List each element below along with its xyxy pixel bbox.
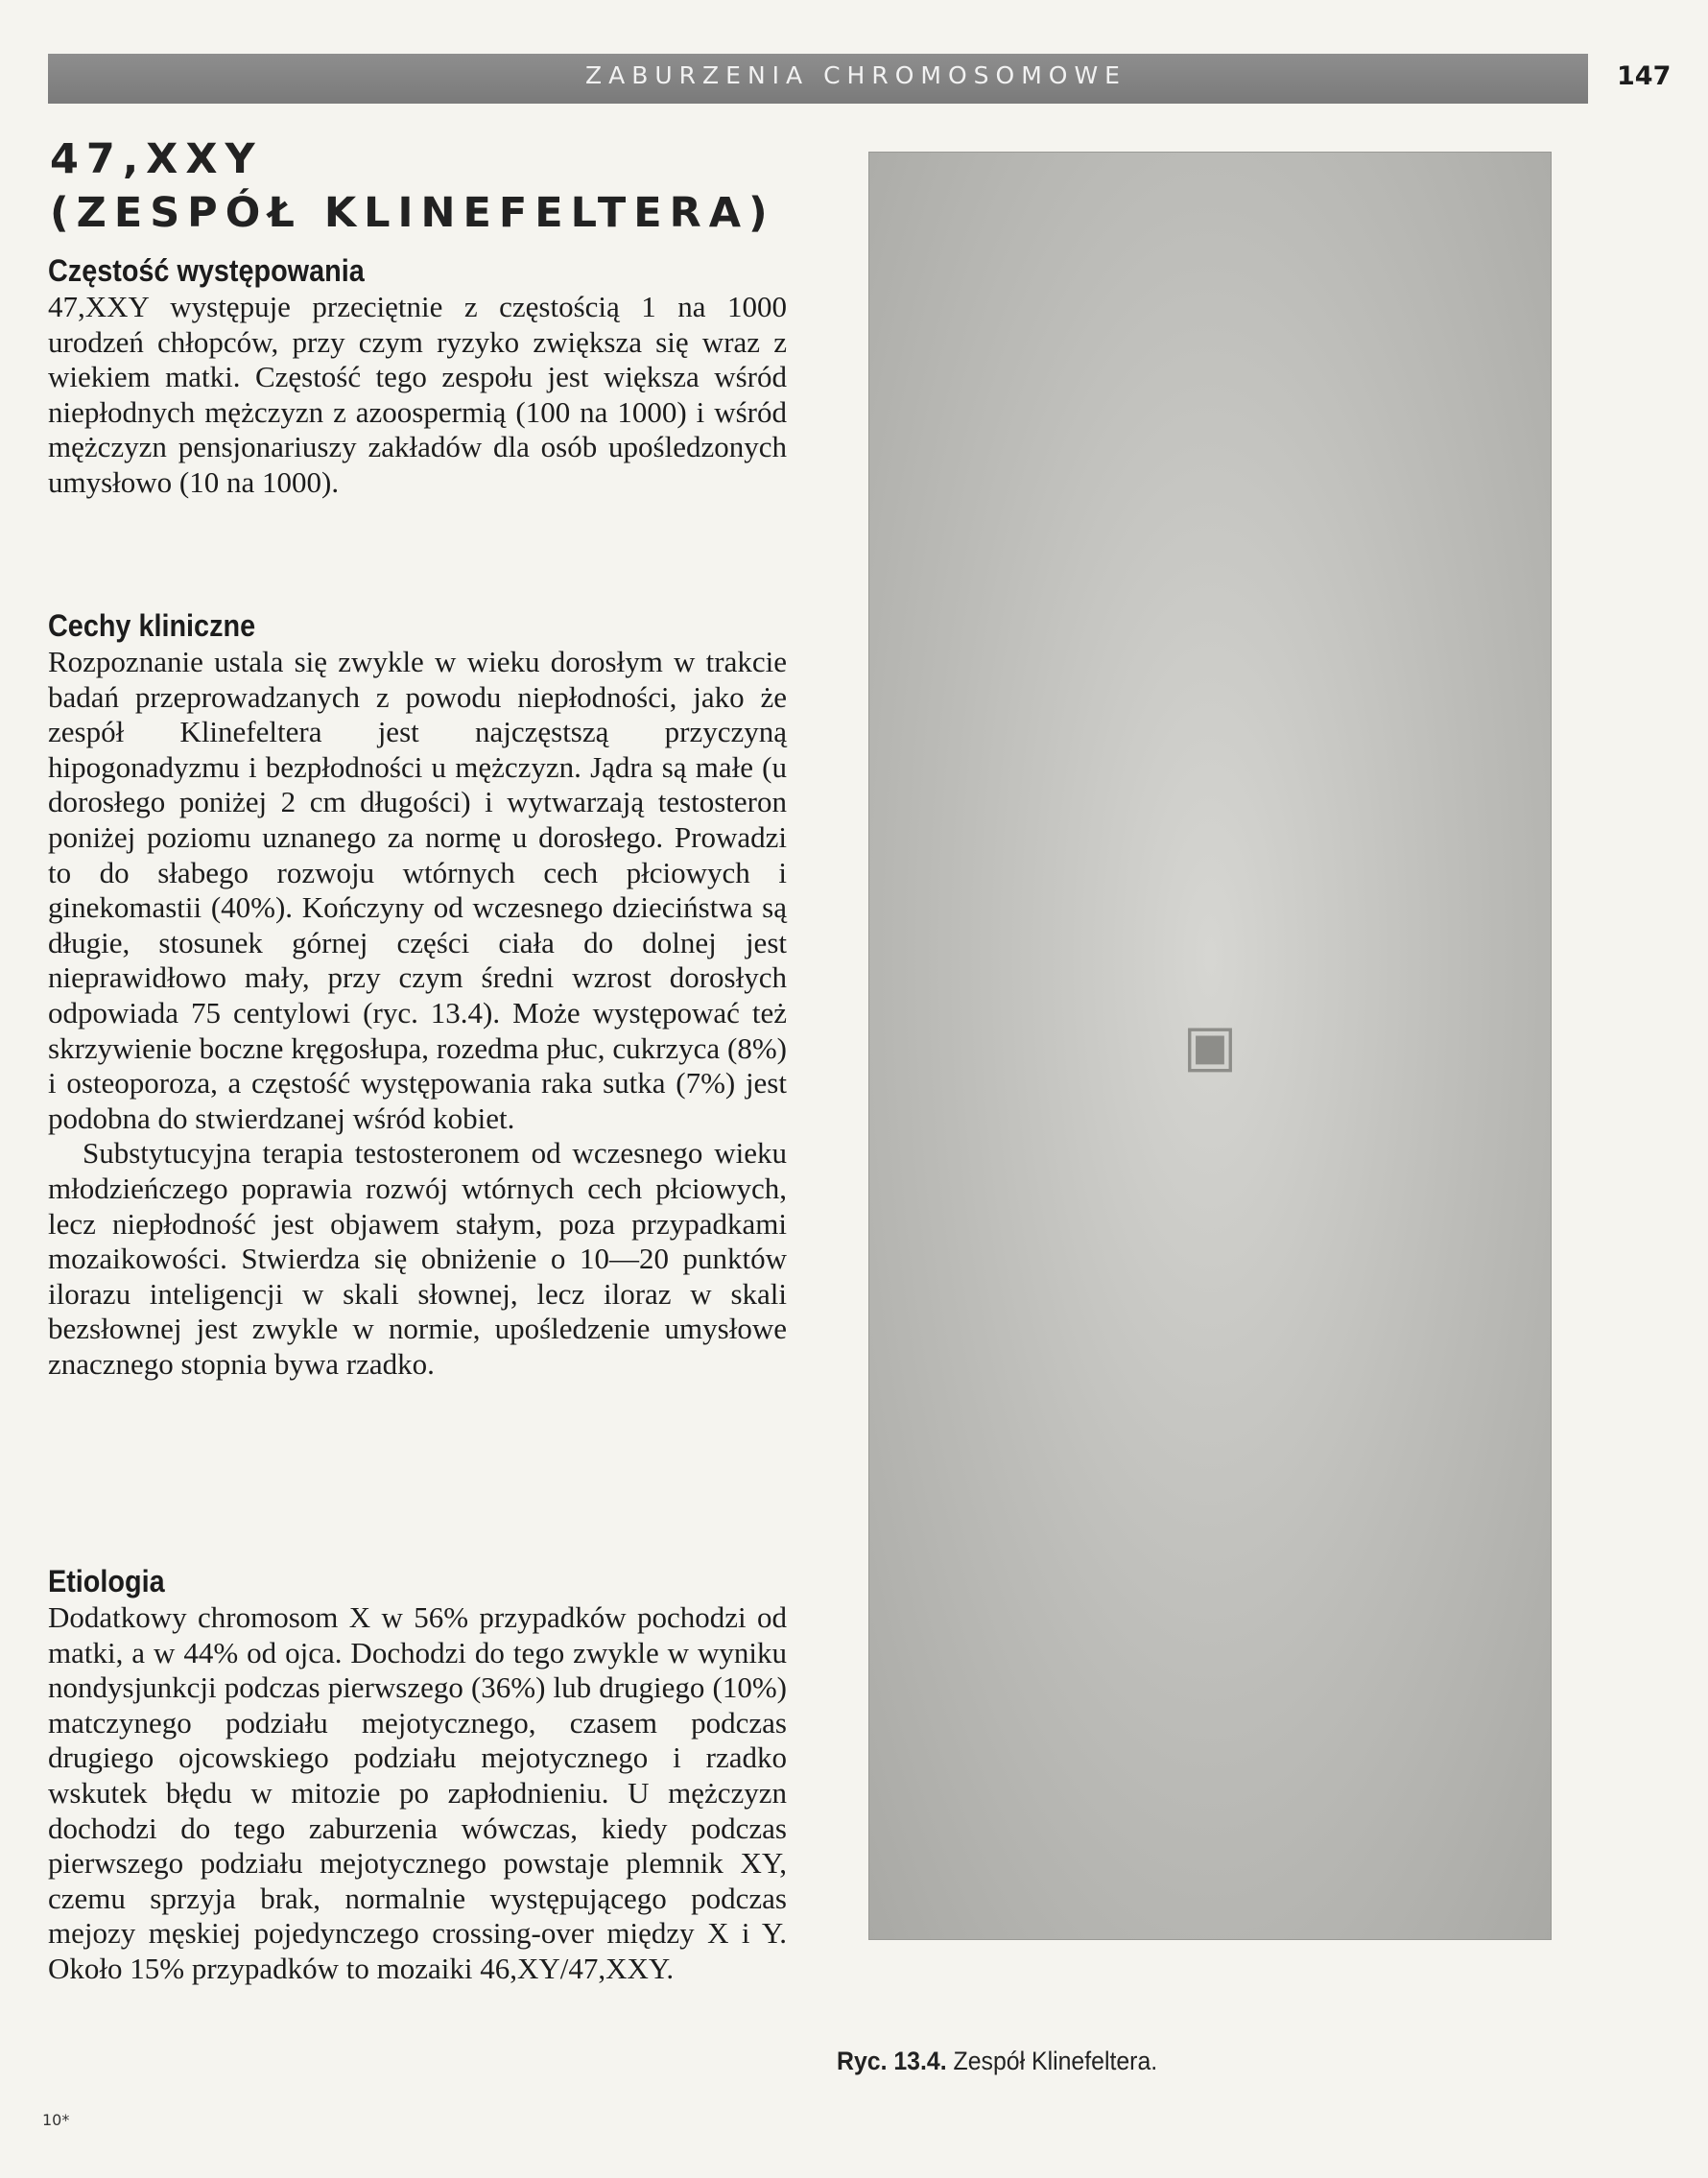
frequency-heading: Częstość występowania	[48, 253, 365, 288]
clinical-paragraph-2: Substytucyjna terapia testosteronem od wczesnego wieku młodzieńczego poprawia rozwój wtórnych cech płciowych, lecz niepłodność jest objawem stałym, poza przypadkami mozaikowości. Stwierdza się obniżenie o 10—20 punktów ilorazu inteligencji w skali słownej, lecz iloraz w skali bezsłownej jest zwykle w normie, upośledzenie umysłowe znacznego stopnia bywa rzadko.	[48, 1136, 787, 1381]
frequency-paragraph: 47,XXY występuje przeciętnie z częstością 1 na 1000 urodzeń chłopców, przy czym ryzyko zwiększa się wraz z wiekiem matki. Częstość tego zespołu jest większa wśród niepłodnych mężczyzn z azoospermią (100 na 1000) i wśród mężczyzn pensjonariuszy zakładów dla osób upośledzonych umysłowo (10 na 1000).	[48, 290, 787, 499]
figure-caption	[837, 2047, 1157, 2076]
figure-photo	[868, 152, 1552, 1940]
clinical-heading: Cechy kliniczne	[48, 608, 256, 643]
page-number: 147	[1617, 61, 1672, 91]
section-title-line1: 47,XXY	[50, 135, 263, 183]
running-head-title: ZABURZENIA CHROMOSOMOWE	[585, 61, 1127, 89]
section-title-line2: (ZESPÓŁ KLINEFELTERA)	[50, 189, 775, 237]
frequency-section	[48, 251, 787, 501]
signature-mark: 10*	[42, 2111, 70, 2129]
image-icon: ▣	[1182, 1012, 1238, 1079]
etiology-paragraph: Dodatkowy chromosom X w 56% przypadków pochodzi od matki, a w 44% od ojca. Dochodzi do tego zwykle w wyniku nondysjunkcji podczas pierwszego (36%) lub drugiego (10%) matczynego podziału mejotycznego, czasem podczas drugiego ojcowskiego podziału mejotycznego i rzadko wskutek błędu w mitozie po zapłodnieniu. U mężczyzn dochodzi do tego zaburzenia wówczas, kiedy podczas pierwszego podziału mejotycznego powstaje plemnik XY, czemu sprzyja brak, normalnie występującego podczas mejozy męskiej pojedynczego crossing-over między X i Y. Około 15% przypadków to mozaiki 46,XY/47,XXY.	[48, 1600, 787, 1985]
clinical-paragraph-1: Rozpoznanie ustala się zwykle w wieku dorosłym w trakcie badań przeprowadzanych z powodu niepłodności, jako że zespół Klinefeltera jest najczęstszą przyczyną hipogonadyzmu i bezpłodności u mężczyzn. Jądra są małe (u dorosłego poniżej 2 cm długości) i wytwarzają testosteron poniżej poziomu uznanego za normę u dorosłego. Prowadzi to do słabego rozwoju wtórnych cech płciowych i ginekomastii (40%). Kończyny od wczesnego dzieciństwa są długie, stosunek górnej części ciała do dolnej jest nieprawidłowo mały, przy czym średni wzrost dorosłych odpowiada 75 centylowi (ryc. 13.4). Może występować też skrzywienie boczne kręgosłupa, rozedma płuc, cukrzyca (8%) i osteoporoza, a częstość występowania raka sutka (7%) jest podobna do stwierdzanej wśród kobiet.	[48, 645, 787, 1135]
running-head	[48, 54, 1588, 104]
figure-label: Ryc. 13.4.	[837, 2047, 947, 2075]
etiology-section	[48, 1562, 787, 1987]
section-title	[50, 132, 775, 240]
clinical-section	[48, 606, 787, 1382]
figure-caption-text: Zespół Klinefeltera.	[953, 2047, 1158, 2075]
etiology-heading: Etiologia	[48, 1564, 165, 1598]
